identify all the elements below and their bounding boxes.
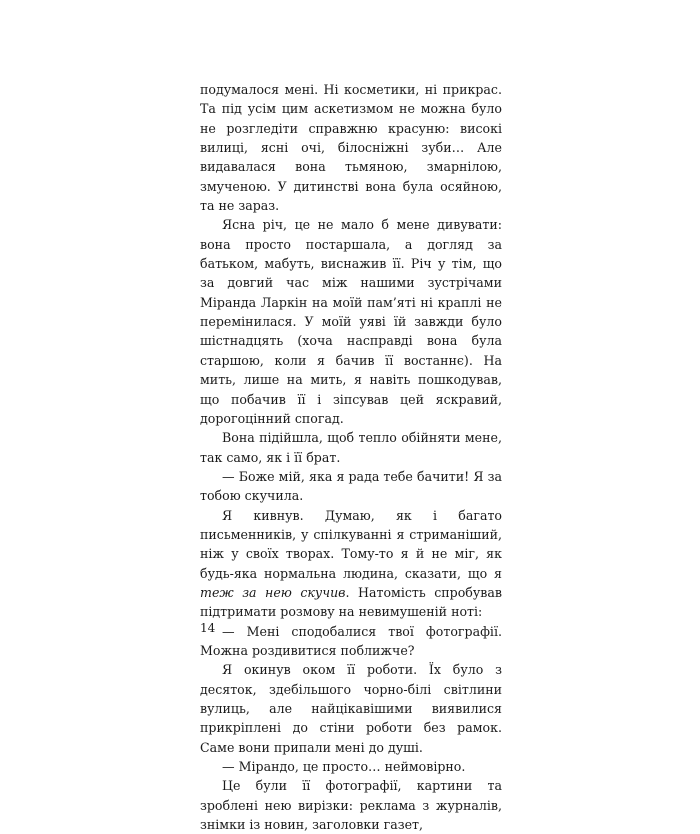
page-number: 14 (200, 621, 216, 635)
paragraph-5 (200, 506, 502, 622)
paragraph-2: Ясна річ, це не мало б мене дивувати: вона просто постаршала, а догляд за батьком, мабуть, виснажив її. Річ у тім, що за довгий час між нашими зустрічами Міранда Ларкін на моїй пам’яті ні краплі не перемінилася. У моїй уяві їй завжди було шістнадцять (хоча насправді вона була старшою, коли я бачив її востаннє). На мить, лише на мить, я навіть пошкодував, що побачив її і зіпсував цей яскравий, дорогоцінний спогад. (200, 217, 502, 426)
paragraph-3: Вона підійшла, щоб тепло обійняти мене, так само, як і її брат. (200, 430, 502, 465)
paragraph-5-italic: теж за нею скучив (200, 584, 346, 600)
paragraph-1: подумалося мені. Ні косметики, ні прикрас. Та під усім цим аскетизмом не можна було не розгледіти справжню красуню: високі вилиці, ясні очі, білосніжні зуби… Але видавалася вона тьмяною, змарнілою, змученою. У дитинстві вона була осяйною, та не зараз. (200, 82, 502, 214)
paragraph-9: Це були її фотографії, картини та зроблені нею вирізки: реклама з журналів, знімки із новин, заголовки газет, (200, 778, 502, 833)
paragraph-8-dialogue: — Мірандо, це просто… неймовірно. (222, 759, 466, 775)
paragraph-7: Я окинув оком її роботи. Їх було з десяток, здебільшого чорно-білі світлини вулиць, але найцікавішими виявилися прикріплені до стіни роботи без рамок. Саме вони припали мені до душі. (200, 662, 502, 755)
paragraph-5-after: . Натомість спробував підтримати розмову на невимушеній ноті: (200, 584, 502, 620)
paragraph-6-dialogue: — Мені сподобалися твої фотографії. Можна роздивитися поближче? (200, 623, 502, 658)
body-text (200, 80, 502, 834)
paragraph-5-before: Я кивнув. Думаю, як і багато письменників, у спілкуванні я стриманіший, ніж у своїх творах. Тому-то я й не міг, як будь-яка нормальна людина, сказати, що я (200, 507, 502, 581)
paragraph-4-dialogue: — Боже мій, яка я рада тебе бачити! Я за тобою скучила. (200, 468, 502, 504)
